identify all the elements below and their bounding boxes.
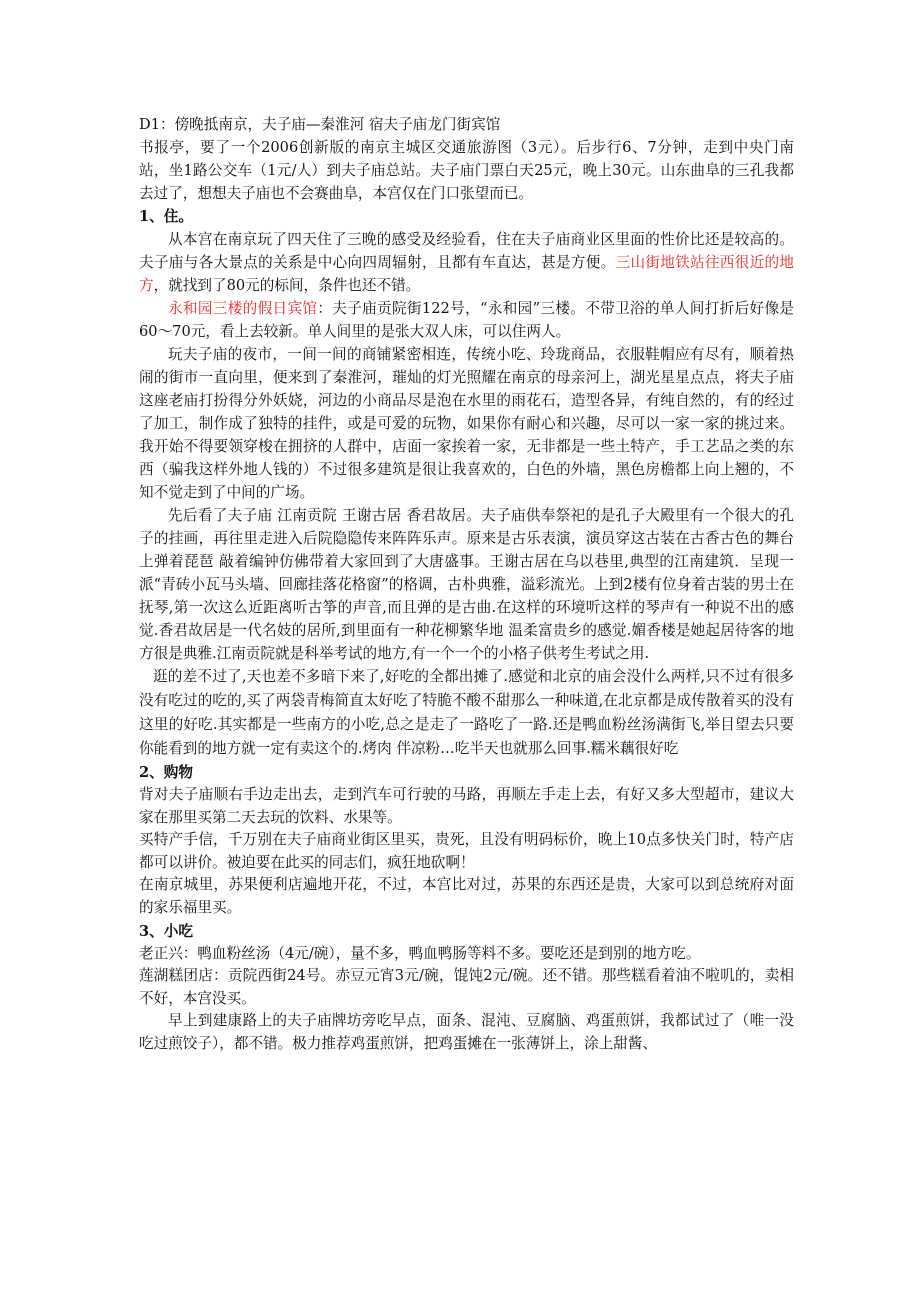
shopping-paragraph-2: 买特产手信，千万别在夫子庙商业街区里买，贵死，且没有明码标价，晚上10点多快关门时，特产店都可以讲价。被迫要在此买的同志们，疯狂地砍啊！ xyxy=(139,831,794,871)
stay-paragraph-5: 逛的差不过了,天也差不多暗下来了,好吃的全都出摊了.感觉和北京的庙会没什么两样,只不过有很多没有吃过的吃的,买了两袋青梅简直太好吃了特脆不酸不甜那么一种味道,在北京都是成传散着买的没有这里的好吃.其实都是一些南方的小吃,总之是走了一路吃了一路.还是鸭血粉丝汤满街飞,举目望去只要你能看到的地方就一定有卖这个的.烤肉 伴凉粉…吃半天也就那么回事.糯米藕很好吃 xyxy=(139,668,794,757)
section-heading-shopping: 2、购物 xyxy=(139,764,193,781)
highlight-text: 永和园三楼的假日宾馆 xyxy=(168,300,318,317)
stay-text: ，就找到了80元的标间，条件也还不错。 xyxy=(153,277,421,294)
stay-paragraph-1 xyxy=(139,228,794,297)
section-heading-snacks: 3、小吃 xyxy=(139,922,193,940)
section-heading-stay: 1、住。 xyxy=(139,208,193,225)
document-page xyxy=(139,113,794,1056)
highlight-text: 三山街地铁站往西很近的地方 xyxy=(139,254,794,294)
snacks-paragraph-2: 莲湖糕团店：贡院西街24号。赤豆元宵3元/碗，馄饨2元/碗。还不错。那些糕看着油不啦叽的，卖相不好，本宫没买。 xyxy=(139,967,794,1007)
stay-text: 从本宫在南京玩了四天住了三晚的感受及经验看，住在夫子庙商业区里面的性价比还是较高的。夫子庙与各大景点的关系是中心向四周辐射，且都有车直达，甚是方便。 xyxy=(139,231,794,271)
shopping-paragraph-3: 在南京城里，苏果便利店遍地开花，不过，本宫比对过，苏果的东西还是贵，大家可以到总统府对面的家乐福里买。 xyxy=(139,876,794,916)
stay-paragraph-2 xyxy=(139,297,794,343)
d1-itinerary-line: D1：傍晚抵南京，夫子庙—秦淮河 宿夫子庙龙门街宾馆 xyxy=(139,116,501,133)
stay-paragraph-4: 先后看了夫子庙 江南贡院 王谢古居 香君故居。夫子庙供奉祭祀的是孔子大殿里有一个很大的孔子的挂画，再往里走进入后院隐隐传来阵阵乐声。原来是古乐表演，演员穿这古装在古香古色的舞台上弹着琵琶 敲着编钟仿佛带着大家回到了大唐盛事。王谢古居在乌以巷里,典型的江南建筑．呈现一派“青砖小瓦马头墙、回廊挂落花格窗”的格调，古朴典雅，溢彩流光。上到2楼有位身着古装的男士在抚琴,第一次这么近距离听古筝的声音,而且弹的是古曲.在这样的环境听这样的琴声有一种说不出的感觉.香君故居是一代名妓的居所,到里面有一种花柳繁华地 温柔富贵乡的感觉.媚香楼是她起居待客的地方很是典雅.江南贡院就是科举考试的地方,有一个一个的小格子供考生考试之用. xyxy=(139,507,794,662)
snacks-paragraph-3: 早上到建康路上的夫子庙牌坊旁吃早点，面条、混沌、豆腐脑、鸡蛋煎饼，我都试过了（唯一没吃过煎饺子），都不错。极力推荐鸡蛋煎饼，把鸡蛋摊在一张薄饼上，涂上甜酱、 xyxy=(139,1012,794,1052)
stay-paragraph-3: 玩夫子庙的夜市，一间一间的商铺紧密相连，传统小吃、玲珑商品，衣服鞋帽应有尽有，顺着热闹的街市一直向里，便来到了秦淮河，璀灿的灯光照耀在南京的母亲河上，湖光星星点点，将夫子庙这座老庙打扮得分外妖娆，河边的小商品尽是泡在水里的雨花石，造型各异，有纯自然的，有的经过了加工，制作成了独特的挂件，或是可爱的玩物，如果你有耐心和兴趣，尽可以一家一家的挑过来。我开始不得要领穿梭在拥挤的人群中，店面一家挨着一家，无非都是一些土特产，手工艺品之类的东西（骗我这样外地人钱的）不过很多建筑是很让我喜欢的，白色的外墙，黑色房檐都上向上翘的，不知不觉走到了中间的广场。 xyxy=(139,346,794,501)
d1-paragraph: 书报亭，要了一个2006创新版的南京主城区交通旅游图（3元）。后步行6、7分钟，走到中央门南站，坐1路公交车（1元/人）到夫子庙总站。夫子庙门票白天25元，晚上30元。山东曲阜的三孔我都去过了，想想夫子庙也不会赛曲阜，本宫仅在门口张望而已。 xyxy=(139,139,794,202)
shopping-paragraph-1: 背对夫子庙顺右手边走出去，走到汽车可行驶的马路，再顺左手走上去，有好又多大型超市，建议大家在那里买第二天去玩的饮料、水果等。 xyxy=(139,786,794,826)
stay-text: ：夫子庙贡院街122号，“永和园”三楼。不带卫浴的单人间打折后好像是60～70元，看上去较新。单人间里的是张大双人床，可以住两人。 xyxy=(139,300,794,340)
snacks-paragraph-1: 老正兴：鸭血粉丝汤（4元/碗），量不多，鸭血鸭肠等料不多。要吃还是到别的地方吃。 xyxy=(139,944,701,962)
